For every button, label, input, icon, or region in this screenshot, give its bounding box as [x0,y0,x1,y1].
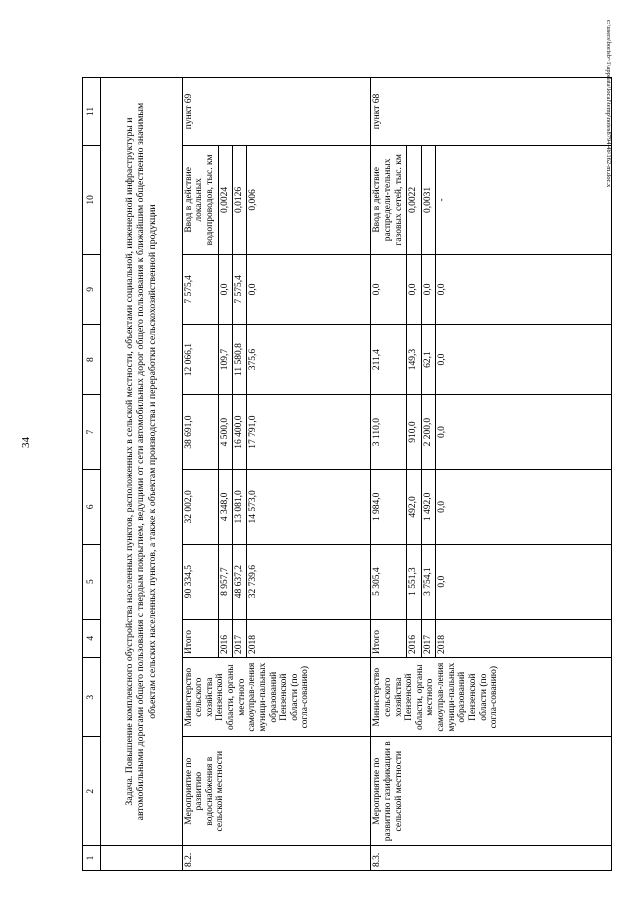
table-row [371,78,407,871]
value-cell: 0,0 [421,254,435,324]
value-cell: 0,0 [435,544,611,619]
value-cell: 5 305,4 [371,544,407,619]
year-cell: 2017 [232,619,246,658]
value-cell: 3 110,0 [371,395,407,470]
value-cell: 0,0 [246,254,370,324]
value-cell: 11 580,8 [232,324,246,394]
header-row [83,78,101,871]
page-number: 34 [20,437,32,448]
row-number: 8.2. [182,846,371,871]
header-cell: 5 [83,544,101,619]
value-cell: 1 984,0 [371,469,407,544]
value-cell: 90 334,5 [182,544,218,619]
value-cell: 492,0 [407,469,421,544]
value-cell: 0,0126 [232,146,246,255]
task-row [100,78,182,871]
value-cell: 375,6 [246,324,370,394]
value-cell: 0,0024 [218,146,232,255]
value-cell: 12 066,1 [182,324,218,394]
header-cell: 11 [83,78,101,146]
header-cell: 3 [83,658,101,737]
header-cell: 9 [83,254,101,324]
value-cell: 0,0 [435,324,611,394]
executor: Министерство сельского хозяйства Пензенской области, органы местного самоуправ-ления муници-пальных образований Пензенской области (по согла-сованию) [182,658,371,737]
year-cell: 2016 [218,619,232,658]
value-cell: 17 791,0 [246,395,370,470]
year-cell: 2018 [246,619,370,658]
value-cell: 211,4 [371,324,407,394]
value-cell: 0,0 [435,395,611,470]
value-cell: 16 400,0 [232,395,246,470]
value-cell: 0,0 [407,254,421,324]
year-cell: Итого [182,619,218,658]
value-cell: 32 739,6 [246,544,370,619]
header-cell: 1 [83,846,101,871]
value-cell: 0,0022 [407,146,421,255]
value-cell: 910,0 [407,395,421,470]
value-cell: 13 081,0 [232,469,246,544]
value-cell: 7 575,4 [232,254,246,324]
year-cell: 2017 [421,619,435,658]
table-row [182,78,218,871]
header-cell: 2 [83,737,101,846]
value-cell: 4 500,0 [218,395,232,470]
value-cell: 0,0 [435,254,611,324]
value-cell: 14 573,0 [246,469,370,544]
executor: Министерство сельского хозяйства Пензенской области, органы местного самоуправ-ления муници-пальных образований Пензенской области (по согла-сованию) [371,658,612,737]
header-cell: 6 [83,469,101,544]
header-cell: 10 [83,146,101,255]
header-cell: 7 [83,395,101,470]
value-cell: - [435,146,611,255]
file-path-footer: c:\users\borisb~1\appdata\local\temp\notes8794 4b\162-m.doc.x [605,20,612,188]
value-cell: 4 348,0 [218,469,232,544]
value-cell: 38 691,0 [182,395,218,470]
value-cell: 8 957,7 [218,544,232,619]
task-number-cell [100,846,182,871]
value-cell: 0,0 [371,254,407,324]
point-cell: пункт 68 [371,78,612,146]
year-cell: Итого [371,619,407,658]
value-cell: 0,0 [218,254,232,324]
indicator-cell: Ввод в действие локальных водопроводов, тыс. км [182,146,218,255]
value-cell: 0,0031 [421,146,435,255]
value-cell: 62,1 [421,324,435,394]
value-cell: 32 002,0 [182,469,218,544]
value-cell: 109,7 [218,324,232,394]
measure-name: Мероприятие по развитию водоснабжения в сельской местности [182,737,371,846]
year-cell: 2016 [407,619,421,658]
header-cell: 8 [83,324,101,394]
indicator-cell: Ввод в действие распредели-тельных газовых сетей, тыс. км [371,146,407,255]
value-cell: 2 200,0 [421,395,435,470]
value-cell: 3 754,1 [421,544,435,619]
task-description: Задача. Повышение комплексного обустройства населенных пунктов, расположенных в сельской местности, объектами социальной, инженерной инфраструктуры и автомобильными дорогами общего пользования с твердым покрытием, ведущими от сети автомобильных дорог общего пользования к ближайшим общественно значимым объектам сельских населенных пунктов, а также к объектам производства и переработки сельскохозяйственной продукции [100,78,182,846]
year-cell: 2018 [435,619,611,658]
header-cell: 4 [83,619,101,658]
value-cell: 0,006 [246,146,370,255]
value-cell: 149,3 [407,324,421,394]
program-table-container [82,77,612,871]
value-cell: 48 637,2 [232,544,246,619]
row-number: 8.3. [371,846,612,871]
measure-name: Мероприятие по развитию газификации в сельской местности [371,737,612,846]
value-cell: 1 492,0 [421,469,435,544]
program-table [82,77,612,871]
value-cell: 0,0 [435,469,611,544]
value-cell: 7 575,4 [182,254,218,324]
point-cell: пункт 69 [182,78,371,146]
value-cell: 1 551,3 [407,544,421,619]
